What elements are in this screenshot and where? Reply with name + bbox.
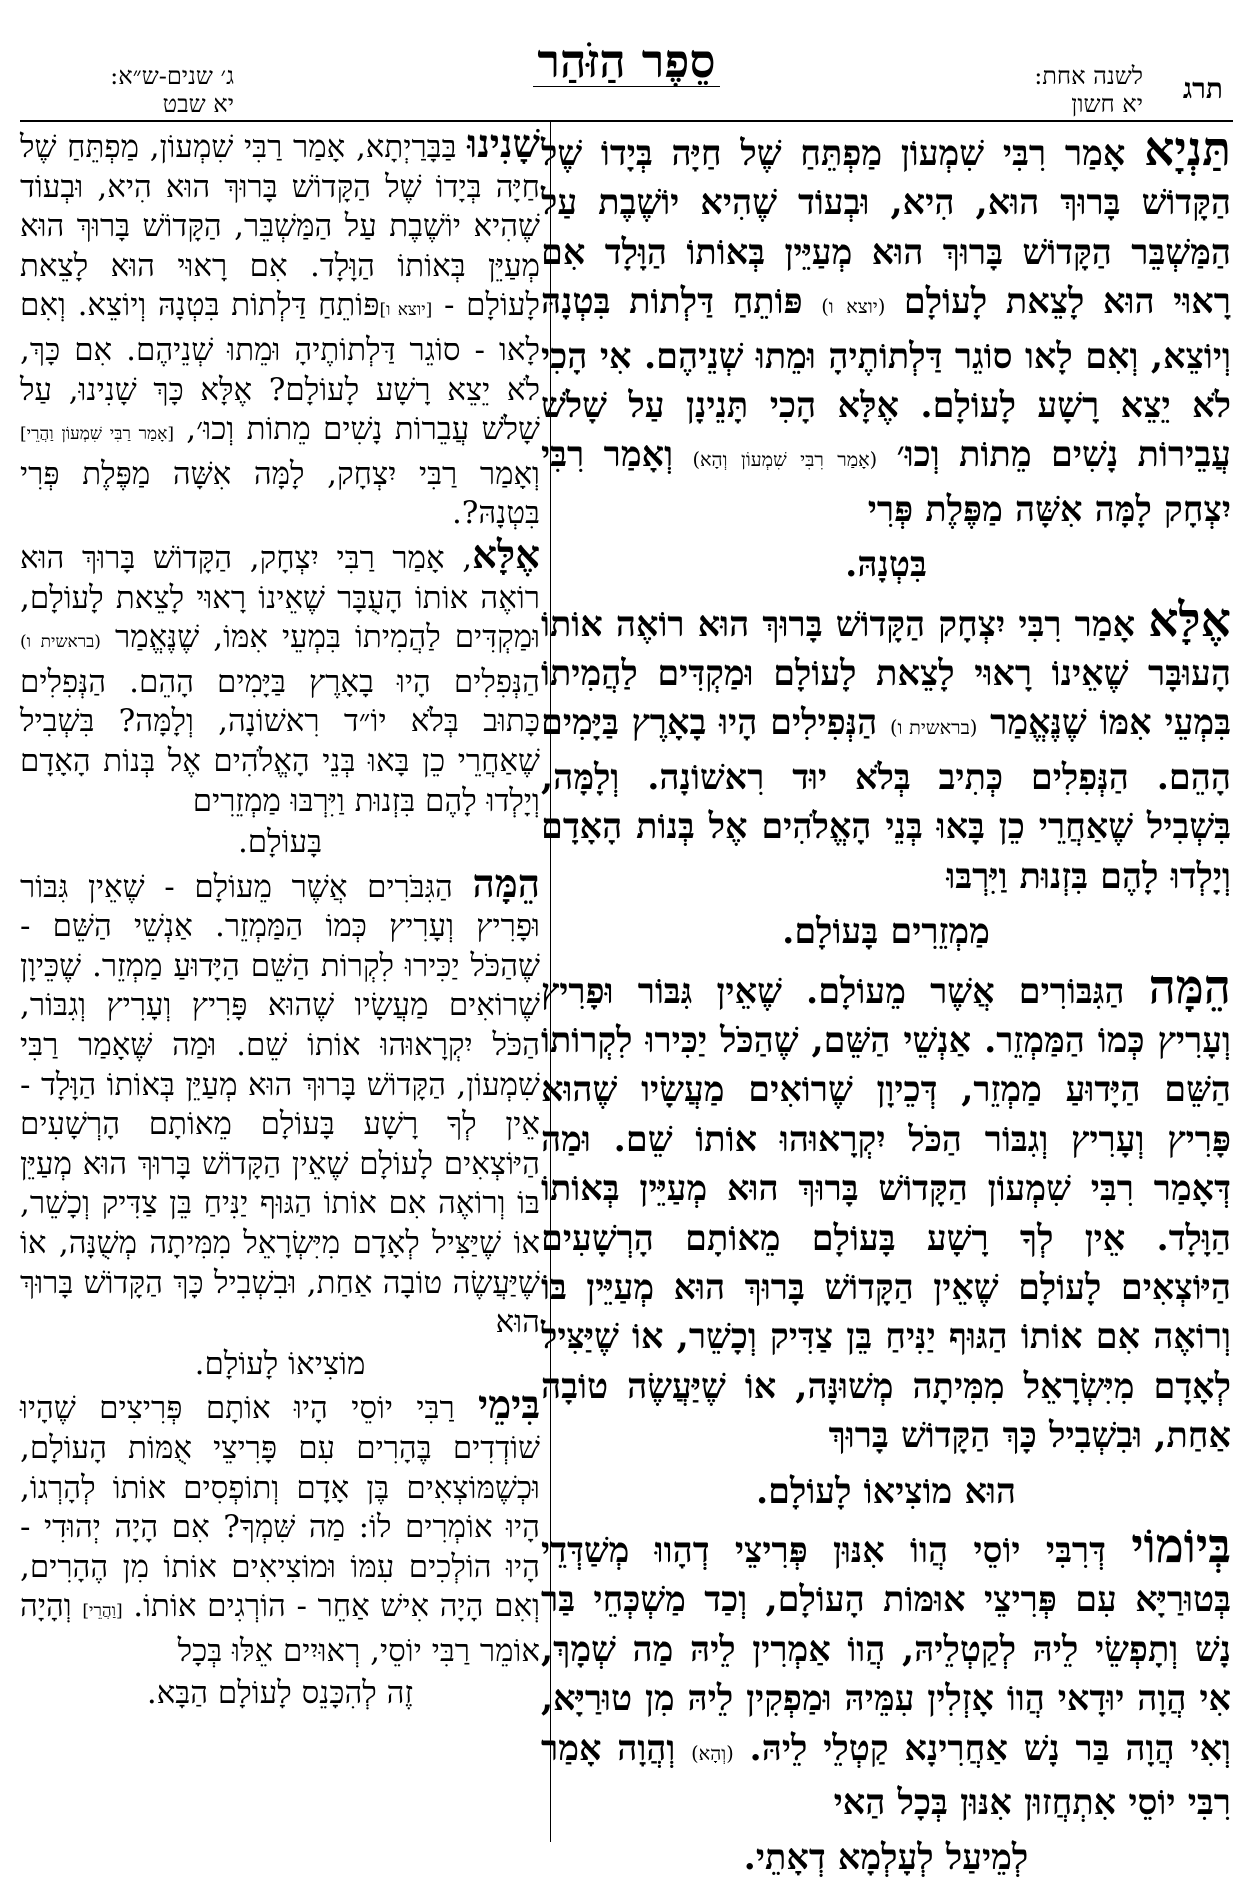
opening-word: בְּיוֹמוֹי	[1131, 1518, 1231, 1574]
daily-schedule-three-years	[34, 62, 234, 118]
text-run: , אָמַר רַבִּי יִצְחָק, הַקָּדוֹשׁ בָּרוּךְ הוּא רוֹאֶה אוֹתוֹ הָעֻבָּר שֶׁאֵינוֹ רָאוּי לָצֵאת לָעוֹלָם, וּמַקְדִּים לַהֲמִיתוֹ בִּמְעֵי אִמּוֹ, שֶׁנֶּאֱמַר	[20, 539, 540, 656]
translation-paragraph	[20, 122, 540, 534]
header-rule	[20, 120, 1233, 122]
text-run: פּוֹתֵחַ דַּלְתוֹת בִּטְנָהּ וְיוֹצֵא, וְאִם לָאו סוֹגֵר דַּלְתוֹתֶיהָ וּמֵתוּ שְׁנֵיהֶם. אִי הָכִי לֹא יֵצֵא רָשָׁע לָעוֹלָם. אֶלָּא הָכִי תָּנֵינָן עַל שָׁלֹשׁ עֲבֵירוֹת נָשִׁים מֵתוֹת וְכוּ׳	[541, 281, 1231, 476]
main-paragraph	[541, 122, 1231, 534]
schedule-label: לשנה אחת:	[1034, 62, 1143, 90]
source-reference: (בראשית ו)	[890, 716, 978, 740]
opening-word: תַּנְיָא	[1144, 122, 1231, 177]
translation-paragraph	[20, 861, 540, 1343]
text-run: וְהָיָה אוֹמֵר רַבִּי יוֹסֵי, רְאוּיִים אֵלּוּ בְּכָל	[20, 1588, 540, 1669]
main-paragraph	[541, 959, 1231, 1461]
text-run: הַנְּפִלִים הָיוּ בָאָרֶץ בַּיָּמִים הָהֵם. הַנְּפִלִים כָּתוּב בְּלֹא יוֹ״ד רִאשׁוֹנָה, וְלָמָּה? בִּשְׁבִיל שֶׁאַחֲרֵי כֵן בָּאוּ בְּנֵי הָאֱלֹהִים אֶל בְּנוֹת הָאָדָם וְיָלְדוּ לָהֶם בִּזְנוּת וַיִּרְבּוּ מַמְזֵרִים	[20, 663, 540, 819]
text-run: פּוֹתֵחַ דַּלְתוֹת בִּטְנָהּ וְיוֹצֵא. וְאִם לָאו - סוֹגֵר דַּלְתוֹתֶיהָ וּמֵתוּ שְׁנֵיהֶם. אִם כָּךְ, לֹא יֵצֵא רָשָׁע לָעוֹלָם? אֶלָּא כָּךְ שָׁנִינוּ, עַל שָׁלֹשׁ עֲבֵרוֹת נָשִׁים מֵתוֹת וְכוּ׳,	[20, 287, 540, 448]
text-run: וְאָמַר רַבִּי יִצְחָק, לָמָּה אִשָּׁה מַפֶּלֶת פְּרִי בִּטְנָהּ?.	[20, 455, 540, 532]
translation-paragraph	[20, 1383, 540, 1671]
page-number: תרג	[1182, 72, 1223, 105]
main-paragraph	[541, 592, 1231, 901]
schedule-date: יא שבט	[162, 90, 234, 118]
translation-paragraph	[20, 532, 540, 821]
source-reference: (בראשית ו)	[20, 632, 101, 653]
main-paragraph-end: בִּטְנָהּ.	[845, 544, 927, 586]
text-run: וְהֲוָה אָמַר רִבִּי יוֹסֵי אִתְחֲזוּן אִנּוּן בְּכָל הַאי	[541, 1727, 1231, 1823]
translation-paragraph-end: בָּעוֹלָם.	[237, 824, 323, 861]
text-run: הַנְּפִילִים הָיוּ בָאָרֶץ בַּיָּמִים הָהֵם. הַנְּפִלִים כְּתִיב בְּלֹא יוּד רִאשׁוֹנָה. וְלָמָּה, בִּשְׁבִיל שֶׁאַחֲרֵי כֵן בָּאוּ בְּנֵי הָאֱלֹהִים אֶל בְּנוֹת הָאָדָם וְיָלְדוּ לָהֶם בִּזְנוּת וַיִּרְבּוּ	[541, 702, 1231, 897]
opening-word: אֶלָּא	[1148, 592, 1231, 648]
main-paragraph	[541, 1518, 1231, 1827]
opening-word: הֵמָּה	[472, 861, 540, 907]
source-reference: [אָמַר רַבִּי שִׁמְעוֹן וַהֲרֵי]	[20, 424, 174, 445]
opening-word: שָׁנִינוּ	[467, 122, 540, 167]
opening-word: אֶלָּא	[472, 532, 540, 578]
source-reference: [יוצא ו]	[379, 300, 433, 321]
source-reference: (יוצא ו)	[821, 295, 886, 319]
text-run: דְּרִבִּי יוֹסֵי הֲווֹ אִנּוּן פְּרִיצֵי דְהָווּ מְשַׁדְּדֵי בְּטוּרַיָּא עִם פְּרִיצֵי אוּמּוֹת הָעוֹלָם, וְכַד מַשְׁכְּחֵי בַּר נָשׁ וְתָפְשֵׂי לֵיהּ לְקַטְלֵיהּ, הֲווֹ אַמְרִין לֵיהּ מַה שְׁמָךְ, אִי הֲוָה יוּדָאי הֲווֹ אָזְלִין עִמֵּיהּ וּמַפְקִין לֵיהּ מִן טוּרַיָּא, וְאִי הֲוָה בַּר נָשׁ אַחֲרִינָא קַטְלֵי לֵיהּ.	[541, 1529, 1231, 1769]
source-reference: (אָמַר רִבִּי שִׁמְעוֹן וְהָא)	[692, 448, 878, 472]
text-run: הַגִּבּוֹרִים אֲשֶׁר מֵעוֹלָם. שֶׁאֵין גִּבּוֹר וּפָרִיץ וְעָרִיץ כְּמוֹ הַמַּמְזֵר. אַנְשֵׁי הַשֵּׁם, שֶׁהַכֹּל יַכִּירוּ לִקְרוֹתוֹ הַשֵּׁם הַיָּדוּעַ מַמְזֵר, דְּכֵיוָן שֶׁרוֹאִים מַעֲשָׂיו שֶׁהוּא פָּרִיץ וְעָרִיץ וְגִבּוֹר הַכֹּל יִקְרָאוּהוּ אוֹתוֹ שֵׁם. וּמַה דְּאָמַר רִבִּי שִׁמְעוֹן הַקָּדוֹשׁ בָּרוּךְ הוּא מְעַיֵּין בְּאוֹתוֹ הַוָּלָד. אֵין לְךָ רָשָׁע בָּעוֹלָם מֵאוֹתָם הָרְשָׁעִים הַיּוֹצְאִים לָעוֹלָם שֶׁאֵין הַקָּדוֹשׁ בָּרוּךְ הוּא מְעַיֵּין בּוֹ וְרוֹאֶה אִם אוֹתוֹ הַגּוּף יַנִּיחַ בֵּן צַדִּיק וְכָשֵׁר, אוֹ שֶׁיַּצִּיל לְאָדָם מִיִּשְׂרָאֵל מִמִּיתָה מְשׁוּנָּה, אוֹ שֶׁיַּעֲשֶׂה טוֹבָה אַחַת, וּבִשְׁבִיל כָּךְ הַקָּדוֹשׁ בָּרוּךְ	[541, 970, 1231, 1457]
translation-column	[20, 122, 540, 1715]
source-reference: (וְהָא)	[691, 1741, 734, 1765]
main-paragraph-end: הוּא מוֹצִיאוֹ לָעוֹלָם.	[755, 1470, 1017, 1512]
book-title-text: סֵפֶר הַזֹּהַר	[533, 38, 719, 87]
schedule-date: יא חשון	[1071, 90, 1143, 118]
text-run: אָמַר רִבִּי שִׁמְעוֹן מַפְתֵּחַ שֶׁל חַיָּה בְּיָדוֹ שֶׁל הַקָּדוֹשׁ בָּרוּךְ הוּא, הִיא, וּבְעוֹד שֶׁהִיא יוֹשֶׁבֶת עַל הַמַּשְׁבֵּר הַקָּדוֹשׁ בָּרוּךְ הוּא מְעַיֵּין בְּאוֹתוֹ הַוָּלָד אִם רָאוּי הוּא לָצֵאת לָעוֹלָם	[541, 133, 1231, 323]
opening-word: הֵמָּה	[1148, 959, 1231, 1015]
text-run: אָמַר רִבִּי יִצְחָק הַקָּדוֹשׁ בָּרוּךְ הוּא רוֹאֶה אוֹתוֹ הָעוּבָּר שֶׁאֵינוֹ רָאוּי לָצֵאת לָעוֹלָם וּמַקְדִּים לַהֲמִיתוֹ בִּמְעֵי אִמּוֹ שֶׁנֶּאֱמַר	[541, 603, 1231, 744]
text-run: הַגִּבֹּרִים אֲשֶׁר מֵעוֹלָם - שֶׁאֵין גִּבּוֹר וּפָרִיץ וְעָרִיץ כְּמוֹ הַמַּמְזֵר. אַנְשֵׁי הַשֵּׁם - שֶׁהַכֹּל יַכִּירוּ לִקְרוֹת הַשֵּׁם הַיָּדוּעַ מַמְזֵר. שֶׁכֵּיוָן שֶׁרוֹאִים מַעֲשָׂיו שֶׁהוּא פָּרִיץ וְעָרִיץ וְגִבּוֹר, הַכֹּל יִקְרָאוּהוּ אוֹתוֹ שֵׁם. וּמַה שֶּׁאָמַר רַבִּי שִׁמְעוֹן, הַקָּדוֹשׁ בָּרוּךְ הוּא מְעַיֵּן בְּאוֹתוֹ הַוָּלָד - אֵין לְךָ רָשָׁע בָּעוֹלָם מֵאוֹתָם הָרְשָׁעִים הַיּוֹצְאִים לָעוֹלָם שֶׁאֵין הַקָּדוֹשׁ בָּרוּךְ הוּא מְעַיֵּן בּוֹ וְרוֹאֶה אִם אוֹתוֹ הַגּוּף יַנִּיחַ בֵּן צַדִּיק וְכָשֵׁר, אוֹ שֶׁיַּצִּיל לְאָדָם מִיִּשְׂרָאֵל מִמִּיתָה מְשֻׁנָּה, אוֹ שֶׁיַּעֲשֶׂה טוֹבָה אַחַת, וּבִשְׁבִיל כָּךְ הַקָּדוֹשׁ בָּרוּךְ הוּא	[20, 868, 540, 1341]
opening-word: בִּימֵי	[478, 1383, 540, 1429]
schedule-label: ג׳ שנים-ש״א:	[110, 62, 234, 90]
translation-paragraph-end: זֶה לְהִכָּנֵס לָעוֹלָם הַבָּא.	[146, 1674, 414, 1711]
main-paragraph-end: מַמְזֵרִים בָּעוֹלָם.	[782, 911, 990, 953]
main-text-column	[541, 122, 1231, 1889]
main-paragraph-end: לְמֵיעַל לְעָלְמָא דְאָתֵי.	[743, 1837, 1029, 1879]
translation-paragraph-end: מוֹצִיאוֹ לָעוֹלָם.	[194, 1345, 366, 1382]
source-reference: [וַהֲרֵי]	[82, 1601, 123, 1622]
text-run: רַבִּי יוֹסֵי הָיוּ אוֹתָם פְּרִיצִים שֶׁהָיוּ שׁוֹדְדִים בֶּהָרִים עִם פָּרִיצֵי אֻמּוֹת הָעוֹלָם, וּכְשֶׁמּוֹצְאִים בֶּן אָדָם וְתוֹפְסִים אוֹתוֹ לְהָרְגוֹ, הָיוּ אוֹמְרִים לוֹ: מַה שִּׁמְךָ? אִם הָיָה יְהוּדִי - הָיוּ הוֹלְכִים עִמּוֹ וּמוֹצִיאִים אוֹתוֹ מִן הֶהָרִים, וְאִם הָיָה אִישׁ אַחֵר - הוֹרְגִים אוֹתוֹ.	[20, 1390, 540, 1625]
text-run: בַּבָּרַיְתָא, אָמַר רַבִּי שִׁמְעוֹן, מַפְתֵּחַ שֶׁל חַיָּה בְּיָדוֹ שֶׁל הַקָּדוֹשׁ בָּרוּךְ הוּא הִיא, וּבְעוֹד שֶׁהִיא יוֹשֶׁבֶת עַל הַמַּשְׁבֵּר, הַקָּדוֹשׁ בָּרוּךְ הוּא מְעַיֵּן בְּאוֹתוֹ הַוָּלָד. אִם רָאוּי הוּא לָצֵאת לָעוֹלָם -	[20, 129, 540, 324]
text-run: וְאָמַר רִבִּי יִצְחָק לָמָּה אִשָּׁה מַפֶּלֶת פְּרִי	[541, 434, 1231, 530]
